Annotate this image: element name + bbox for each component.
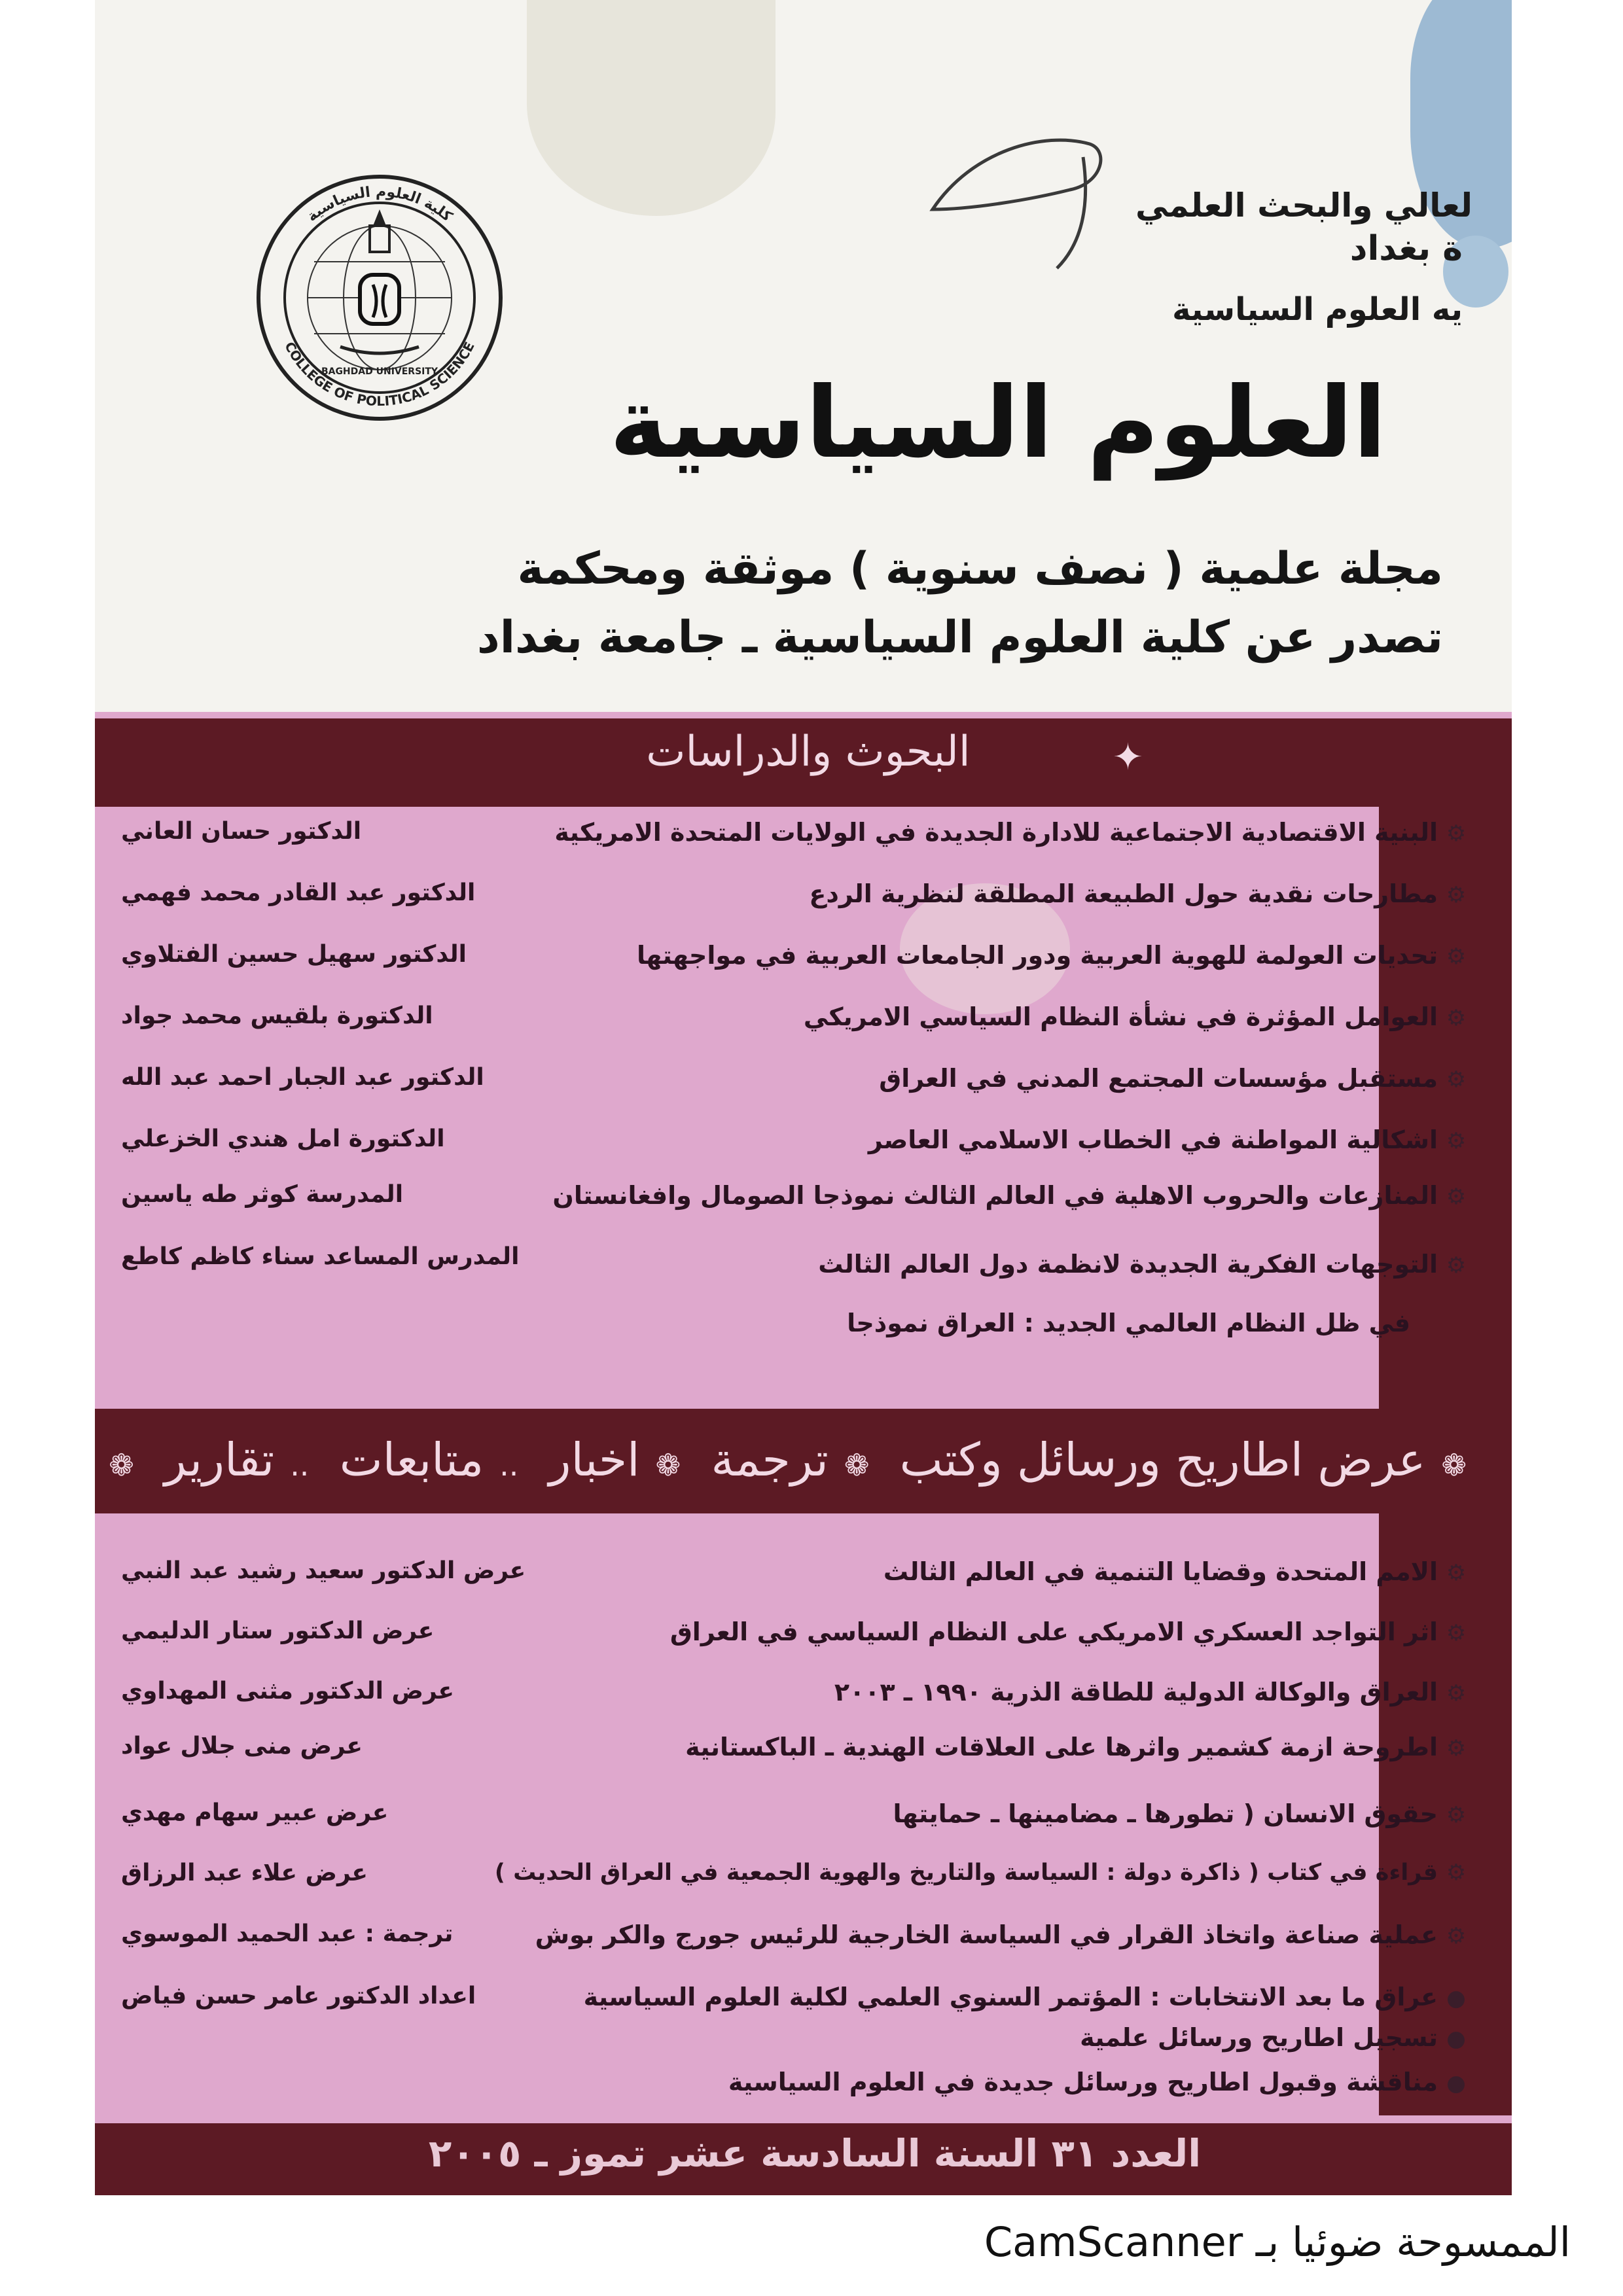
author-name: عرض الدكتور سعيد رشيد عبد النبي bbox=[121, 1557, 526, 1584]
section-title: العراق والوكالة الدولية للطاقة الذرية ١٩٩٠ ـ ٢٠٠٣ bbox=[834, 1678, 1438, 1706]
journal-title: العلوم السياسية bbox=[609, 366, 1387, 480]
list-item bbox=[893, 1799, 1469, 1828]
gear-bullet-icon: ⚙ bbox=[1446, 1923, 1467, 1949]
dots-separator-icon: .. bbox=[499, 1447, 519, 1483]
author-name: عرض عبير سهام مهدي bbox=[121, 1799, 389, 1826]
list-item bbox=[818, 1250, 1469, 1279]
sections-heading-item: تقارير bbox=[164, 1433, 275, 1487]
journal-subtitle-2: تصدر عن كلية العلوم السياسية ـ جامعة بغداد bbox=[476, 612, 1443, 663]
list-item bbox=[637, 941, 1469, 970]
issue-info: العدد ٣١ السنة السادسة عشر تموز ـ ٢٠٠٥ bbox=[428, 2131, 1202, 2176]
list-item bbox=[847, 1309, 1410, 1337]
research-title: مطارحات نقدية حول الطبيعة المطلقة لنظرية الردع bbox=[809, 879, 1438, 908]
seal-inner-text: BAGHDAD UNIVERSITY bbox=[321, 366, 438, 377]
list-item bbox=[685, 1733, 1469, 1761]
list-item bbox=[883, 1557, 1469, 1586]
research-heading: البحوث والدراسات bbox=[646, 728, 971, 776]
ornament-icon: ✦ bbox=[1113, 736, 1143, 779]
section-title: اثر التواجد العسكري الامريكي على النظام السياسي في العراق bbox=[669, 1617, 1438, 1646]
seal-top-text: كلية العلوم السياسية bbox=[304, 183, 455, 225]
dot-bullet-icon: ● bbox=[1446, 1985, 1466, 2011]
research-title: اشكالية المواطنة في الخطاب الاسلامي العاصر bbox=[868, 1125, 1438, 1154]
gear-bullet-icon: ⚙ bbox=[1446, 1067, 1467, 1093]
gear-bullet-icon: ⚙ bbox=[1446, 1128, 1467, 1154]
sections-heading bbox=[109, 1433, 1482, 1487]
research-title-continuation: في ظل النظام العالمي الجديد : العراق نموذجا bbox=[847, 1309, 1410, 1337]
gear-bullet-icon: ⚙ bbox=[1446, 1252, 1467, 1279]
section-title: قراءة في كتاب ( ذاكرة دولة : السياسة والتاريخ والهوية الجمعية في العراق الحديث ) bbox=[494, 1860, 1438, 1886]
section-title: مناقشة وقبول اطاريح ورسائل جديدة في العلوم السياسية bbox=[728, 2068, 1438, 2096]
author-name: ترجمة : عبد الحميد الموسوي bbox=[121, 1920, 454, 1947]
dots-separator-icon: .. bbox=[290, 1447, 310, 1483]
seal-text-ring bbox=[249, 164, 510, 438]
flower-ornament-icon: ❁ bbox=[655, 1447, 681, 1483]
list-item bbox=[554, 818, 1469, 847]
gear-bullet-icon: ⚙ bbox=[1446, 1184, 1467, 1210]
gear-bullet-icon: ⚙ bbox=[1446, 1860, 1467, 1886]
list-item bbox=[809, 879, 1469, 908]
seal-bottom-text: COLLEGE OF POLITICAL SCIENCE bbox=[281, 339, 478, 410]
research-title: العوامل المؤثرة في نشأة النظام السياسي الامريكي bbox=[803, 1002, 1438, 1031]
research-title: البنية الاقتصادية الاجتماعية للادارة الجديدة في الولايات المتحدة الامريكية bbox=[554, 818, 1438, 847]
gear-bullet-icon: ⚙ bbox=[1446, 1735, 1467, 1761]
list-item bbox=[879, 1064, 1469, 1093]
list-item bbox=[868, 1125, 1469, 1154]
gear-bullet-icon: ⚙ bbox=[1446, 1680, 1467, 1706]
dot-bullet-icon: ● bbox=[1446, 2026, 1466, 2052]
research-title: تحديات العولمة للهوية العربية ودور الجامعات العربية في مواجهتها bbox=[637, 941, 1438, 970]
gear-bullet-icon: ⚙ bbox=[1446, 1005, 1467, 1031]
section-title: حقوق الانسان ( تطورها ـ مضامينها ـ حمايتها bbox=[893, 1799, 1438, 1828]
research-title: التوجهات الفكرية الجديدة لانظمة دول العالم الثالث bbox=[818, 1250, 1438, 1279]
gear-bullet-icon: ⚙ bbox=[1446, 1560, 1467, 1586]
sections-heading-item: عرض اطاريح ورسائل وكتب bbox=[899, 1433, 1426, 1487]
list-item bbox=[804, 1002, 1469, 1031]
section-title: عملية صناعة واتخاذ القرار في السياسة الخارجية للرئيس جورج والكر بوش bbox=[535, 1920, 1438, 1949]
list-item bbox=[584, 1983, 1469, 2011]
dot-bullet-icon: ● bbox=[1446, 2070, 1466, 2096]
flower-ornament-icon: ❁ bbox=[844, 1447, 870, 1483]
author-name: الدكتور عبد الجبار احمد عبد الله bbox=[121, 1064, 484, 1091]
section-title: عراق ما بعد الانتخابات : المؤتمر السنوي العلمي لكلية العلوم السياسية bbox=[583, 1983, 1438, 2011]
journal-subtitle-1: مجلة علمية ( نصف سنوية ) موثقة ومحكمة bbox=[517, 543, 1443, 595]
gear-bullet-icon: ⚙ bbox=[1446, 944, 1467, 970]
author-name: المدرس المساعد سناء كاظم كاطع bbox=[121, 1243, 520, 1270]
list-item bbox=[834, 1678, 1469, 1706]
author-name: عرض منى جلال عواد bbox=[121, 1733, 363, 1759]
research-title: المنازعات والحروب الاهلية في العالم الثالث نموذجا الصومال وافغانستان bbox=[552, 1181, 1438, 1210]
list-item bbox=[670, 1617, 1469, 1646]
gear-bullet-icon: ⚙ bbox=[1446, 1802, 1467, 1828]
section-title: اطروحة ازمة كشمير واثرها على العلاقات الهندية ـ الباكستانية bbox=[685, 1733, 1438, 1761]
section-authors-list bbox=[121, 1557, 579, 2041]
ministry-line-3: يه العلوم السياسية bbox=[1172, 291, 1463, 328]
author-name: المدرسة كوثر طه ياسين bbox=[121, 1181, 404, 1208]
flower-ornament-icon: ❁ bbox=[109, 1447, 134, 1483]
list-item bbox=[552, 1181, 1469, 1210]
author-name: الدكتور سهيل حسين الفتلاوي bbox=[121, 941, 467, 968]
list-item bbox=[1080, 2023, 1469, 2052]
sections-heading-item: ترجمة bbox=[711, 1433, 829, 1487]
author-name: عرض الدكتور مثنى المهداوي bbox=[121, 1678, 454, 1704]
author-name: الدكتور حسان العاني bbox=[121, 818, 362, 845]
sections-heading-item: اخبار bbox=[548, 1433, 640, 1487]
section-title: الامم المتحدة وقضايا التنمية في العالم الثالث bbox=[883, 1557, 1438, 1586]
gear-bullet-icon: ⚙ bbox=[1446, 882, 1467, 908]
journal-cover bbox=[95, 0, 1512, 2195]
research-authors-list bbox=[121, 818, 540, 1302]
gear-bullet-icon: ⚙ bbox=[1446, 1620, 1467, 1646]
author-name: الدكتورة امل هندي الخزعلي bbox=[121, 1125, 445, 1152]
research-titles-list bbox=[553, 818, 1469, 1354]
author-name: الدكتور عبد القادر محمد فهمي bbox=[121, 879, 476, 906]
author-name: اعداد الدكتور عامر حسن فياض bbox=[121, 1983, 476, 2009]
section-title: تسجيل اطاريح ورسائل علمية bbox=[1080, 2023, 1438, 2052]
list-item bbox=[535, 1920, 1469, 1949]
section-titles-list bbox=[488, 1557, 1469, 2133]
author-name: عرض الدكتور ستار الدليمي bbox=[121, 1617, 435, 1644]
author-name: عرض علاء عبد الرزاق bbox=[121, 1860, 368, 1886]
sections-heading-item: متابعات bbox=[339, 1433, 484, 1487]
author-name: الدكتورة بلقيس محمد جواد bbox=[121, 1002, 433, 1029]
list-item bbox=[728, 2068, 1469, 2096]
gear-bullet-icon: ⚙ bbox=[1446, 821, 1467, 847]
research-title: مستقبل مؤسسات المجتمع المدني في العراق bbox=[879, 1064, 1438, 1093]
ministry-line-1: لعالي والبحث العلمي bbox=[1135, 186, 1472, 224]
handwritten-mark bbox=[893, 111, 1129, 281]
svg-text:كلية العلوم السياسية bbox=[304, 184, 455, 225]
flower-ornament-icon: ❁ bbox=[1441, 1447, 1467, 1483]
list-item bbox=[495, 1860, 1469, 1886]
camscanner-watermark: الممسوحة ضوئيا بـ CamScanner bbox=[984, 2218, 1571, 2266]
ministry-line-2: ة بغداد bbox=[1349, 229, 1463, 268]
